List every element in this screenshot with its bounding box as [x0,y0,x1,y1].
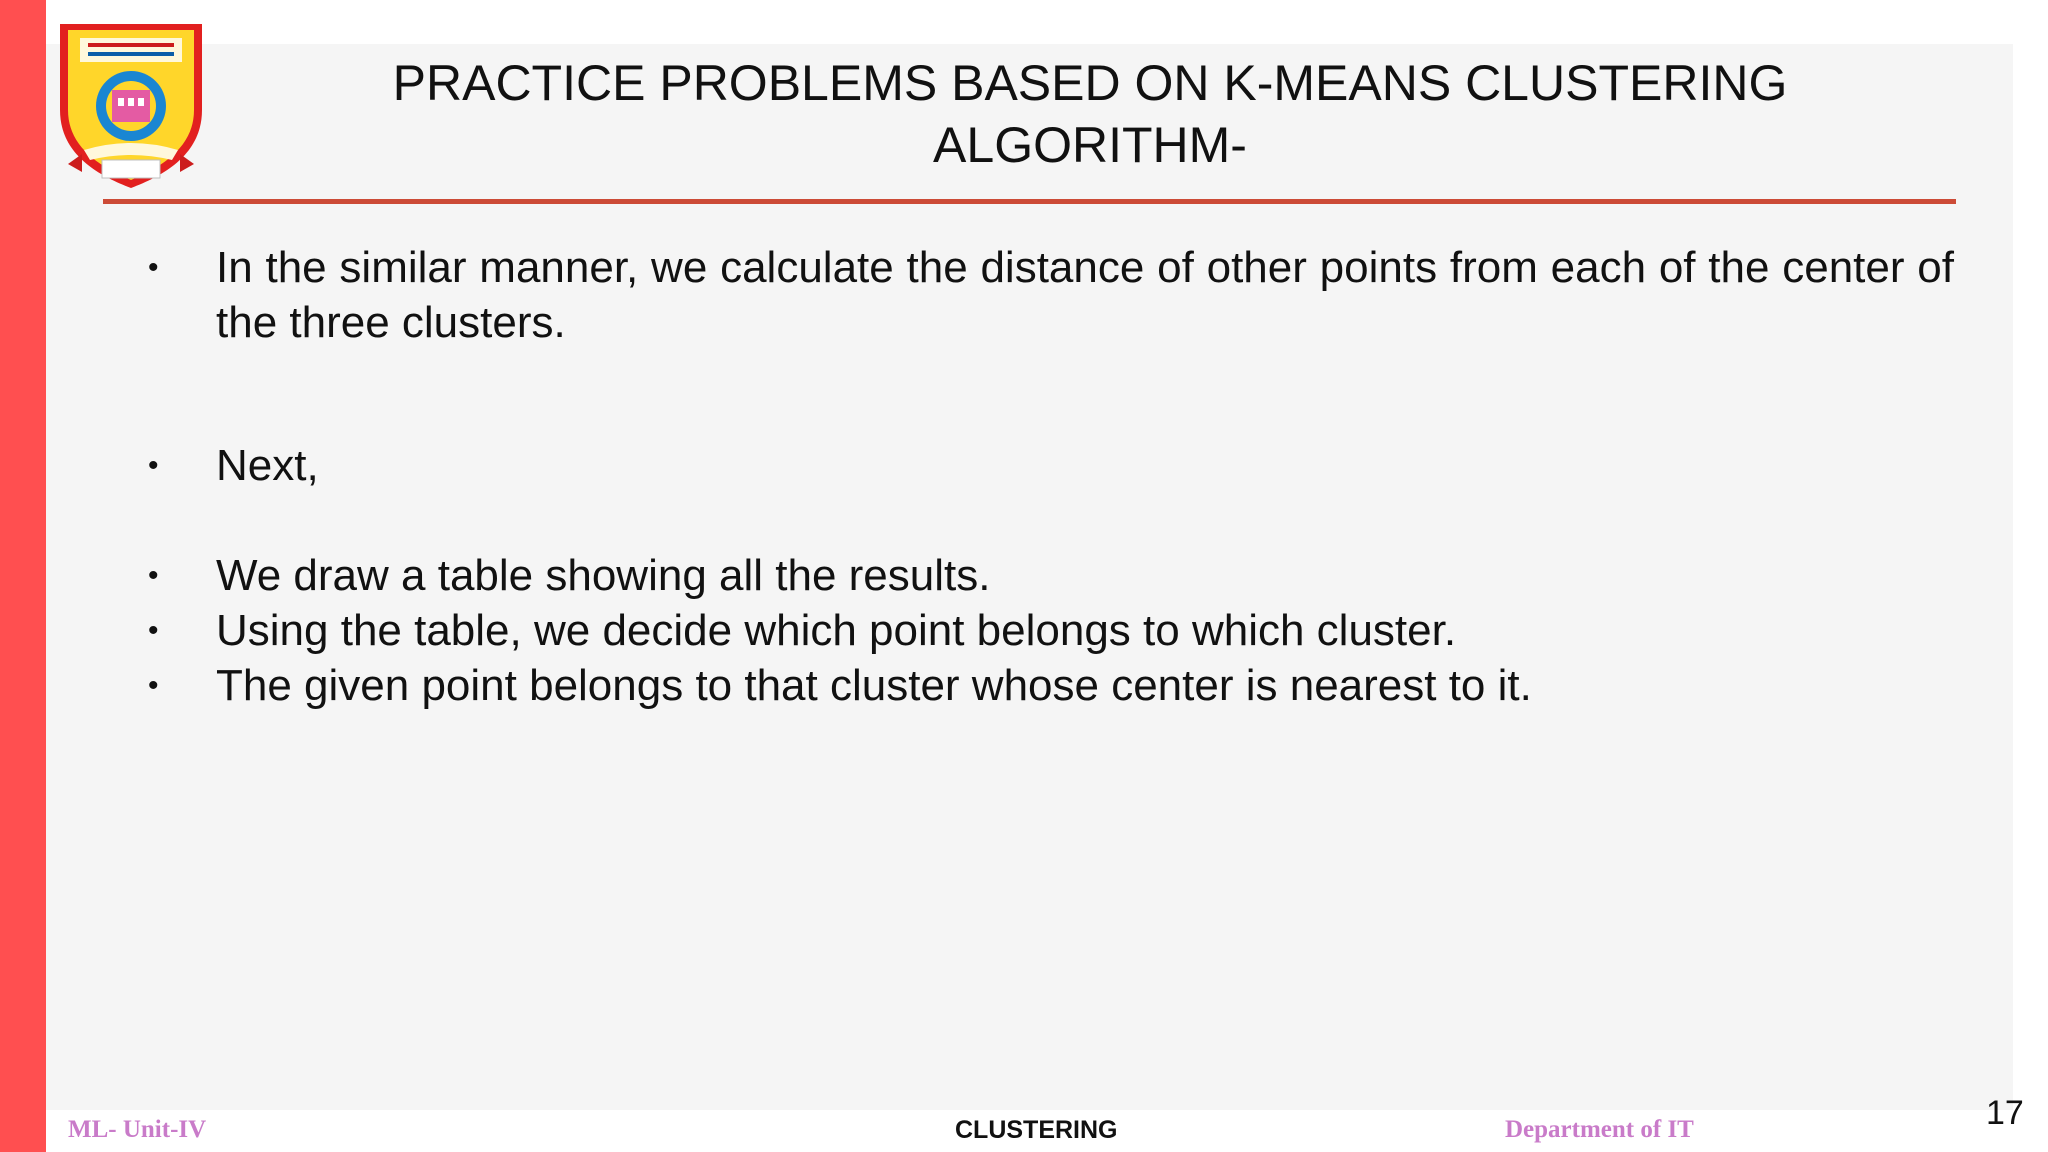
college-crest-logo [52,14,210,190]
slide-title [290,52,1890,176]
bullet-dot-icon: • [148,559,159,592]
bullet-item-5 [148,658,1954,713]
bullet-dot-icon: • [148,449,159,482]
bullet-text-3: We draw a table showing all the results. [216,551,991,600]
crest-icon [52,14,210,190]
bullet-dot-icon: • [148,614,159,647]
bullet-item-1 [148,240,1954,350]
left-accent-bar [0,0,46,1152]
footer-course-label: ML- Unit-IV [68,1116,207,1143]
title-line-2: ALGORITHM- [933,117,1247,173]
footer-topic-label: CLUSTERING [955,1116,1118,1144]
bullet-item-2 [148,438,1954,493]
bullet-text-2: Next, [216,441,319,490]
bullet-item-3 [148,548,1954,603]
bullet-text-5: The given point belongs to that cluster whose center is nearest to it. [216,661,1532,710]
title-divider [103,199,1956,204]
bullet-item-4 [148,603,1954,658]
bullet-dot-icon: • [148,251,159,284]
bullet-dot-icon: • [148,669,159,702]
bullet-text-1: In the similar manner, we calculate the distance of other points from each of the center of the three clusters. [216,243,1954,347]
footer-department-label: Department of IT [1505,1116,1694,1143]
bullet-list [148,240,1954,713]
bullet-text-4: Using the table, we decide which point belongs to which cluster. [216,606,1457,655]
title-line-1: PRACTICE PROBLEMS BASED ON K-MEANS CLUSTERING [392,55,1788,111]
page-number: 17 [1986,1094,2024,1132]
